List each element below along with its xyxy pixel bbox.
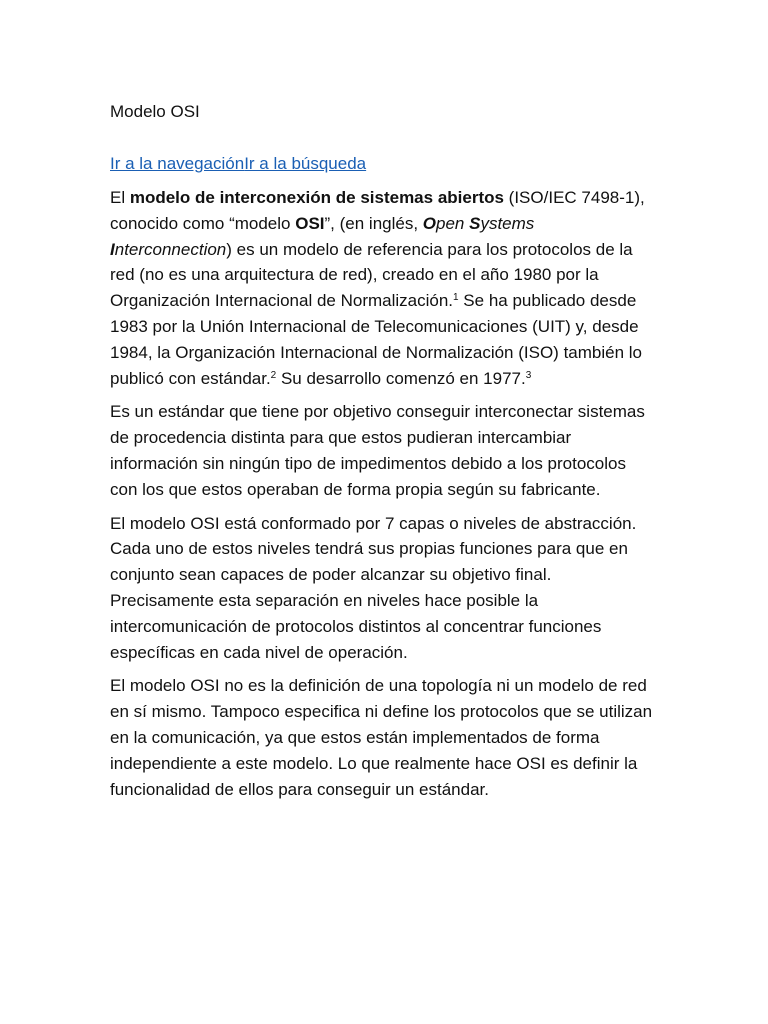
bold-term: OSI (295, 213, 325, 233)
skip-links (110, 151, 658, 177)
text-run: ) es un modelo de referencia para los protocolos de la red (no es una arquitectura de red), creado en el año 1980 por la Organización Internacional de Normalización. (110, 239, 633, 311)
text-run: nterconnection (114, 239, 227, 259)
document-title: Modelo OSI (110, 102, 200, 121)
bold-letter: I (110, 239, 115, 259)
skip-to-navigation-link[interactable]: Ir a la navegación (110, 154, 245, 173)
text-run: ystems (480, 213, 535, 233)
footnote-ref: 1 (453, 292, 459, 304)
text-run: El (110, 188, 130, 207)
paragraph-objective: Es un estándar que tiene por objetivo conseguir interconectar sistemas de procedencia distinta para que estos pudieran intercambiar información sin ningún tipo de impedimentos debido a los protocolos con los que estos operaban de forma propia según su fabricante. (110, 402, 645, 499)
text-run: (ISO/IEC 7498-1), conocido como “modelo (110, 188, 645, 233)
text-run: Su desarrollo comenzó en 1977. (276, 368, 526, 388)
paragraph-scope: El modelo OSI no es la definición de una topología ni un modelo de red en sí mismo. Tampoco especifica ni define los protocolos que se utilizan en la comunicación, ya que estos están implementados de forma independiente a este modelo. Lo que realmente hace OSI es definir la funcionalidad de ellos para conseguir un estándar. (110, 676, 653, 799)
text-run: Se ha publicado desde 1983 por la Unión Internacional de Telecomunicaciones (UIT) y, desde 1984, la Organización Internacional de Normalización (ISO) también lo publicó con estándar. (110, 291, 642, 388)
text-run: ”, (en inglés, (324, 213, 423, 233)
bold-term: modelo de interconexión de sistemas abiertos (129, 188, 504, 207)
footnote-ref: 3 (525, 369, 532, 381)
paragraph-layers: El modelo OSI está conformado por 7 capas o niveles de abstracción. Cada uno de estos niveles tendrá sus propias funciones para que en conjunto sean capaces de poder alcanzar su objetivo final. Precisamente esta separación en niveles hace posible la intercomunicación de protocolos distintos al concentrar funciones específicas en cada nivel de operación. (110, 513, 637, 662)
text-run: pen (436, 213, 470, 233)
skip-to-search-link[interactable]: Ir a la búsqueda (244, 154, 367, 173)
footnote-ref: 2 (270, 369, 277, 381)
bold-letter: O (422, 213, 437, 233)
paragraph-intro (110, 185, 658, 391)
bold-letter: S (469, 213, 481, 233)
